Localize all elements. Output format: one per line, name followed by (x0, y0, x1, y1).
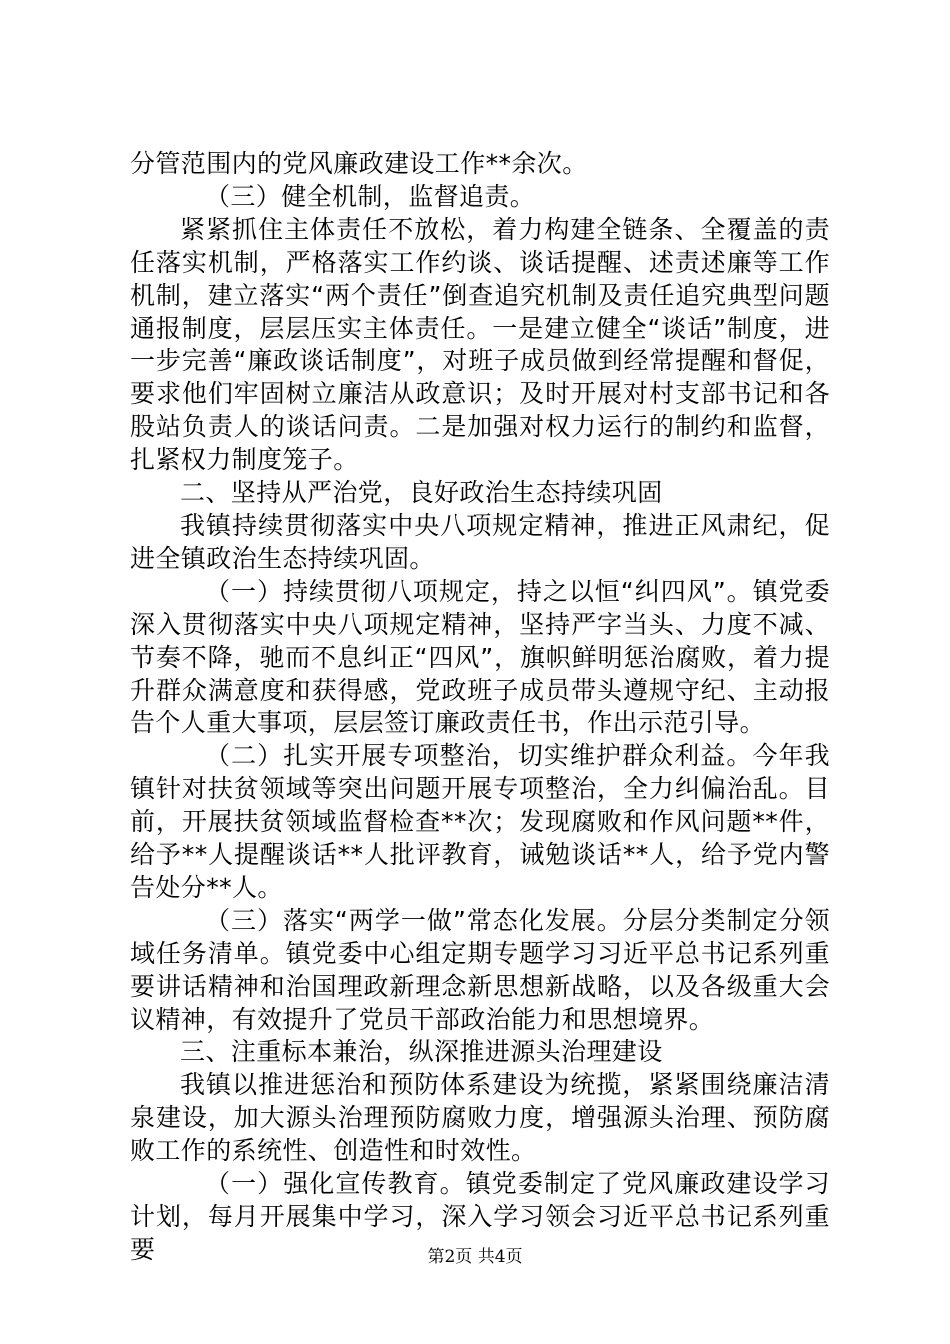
page-footer (0, 1246, 950, 1268)
section-heading: 三、注重标本兼治，纵深推进源头治理建设 (180, 1037, 663, 1067)
paragraph: 紧紧抓住主体责任不放松，着力构建全链条、全覆盖的责任落实机制，严格落实工作约谈、谈话提醒、述责述廉等工作机制，建立落实“两个责任”倒查追究机制及责任追究典型问题通报制度，层层压实主体责任。一是建立健全“谈话”制度，进一步完善“廉政谈话制度”，对班子成员做到经常提醒和督促，要求他们牢固树立廉洁从政意识；及时开展对村支部书记和各股站负责人的谈话问责。二是加强对权力运行的制约和监督，扎紧权力制度笼子。 (130, 214, 830, 475)
paragraph: （一）强化宣传教育。镇党委制定了党风廉政建设学习计划，每月开展集中学习，深入学习领会习近平总书记系列重要 (130, 1169, 830, 1264)
paragraph: （三）落实“两学一做”常态化发展。分层分类制定分领域任务清单。镇党委中心组定期专题学习习近平总书记系列重要讲话精神和治国理政新理念新思想新战略，以及各级重大会议精神，有效提升了党员干部政治能力和思想境界。 (130, 905, 830, 1034)
paragraph: （二）扎实开展专项整治，切实维护群众利益。今年我镇针对扶贫领域等突出问题开展专项整治，全力纠偏治乱。目前，开展扶贫领域监督检查**次；发现腐败和作风问题**件，给予**人提醒谈话**人批评教育，诫勉谈话**人，给予党内警告处分**人。 (130, 741, 830, 902)
section-heading: （三）健全机制，监督追责。 (205, 181, 536, 211)
paragraph: 我镇持续贯彻落实中央八项规定精神，推进正风肃纪，促进全镇政治生态持续巩固。 (130, 510, 830, 573)
paragraph: （一）持续贯彻八项规定，持之以恒“纠四风”。镇党委深入贯彻落实中央八项规定精神，坚持严字当头、力度不减、节奏不降，驰而不息纠正“四风”，旗帜鲜明惩治腐败，着力提升群众满意度和获得感，党政班子成员带头遵规守纪、主动报告个人重大事项，层层签订廉政责任书，作出示范引导。 (130, 576, 830, 738)
paragraph: 我镇以推进惩治和预防体系建设为统揽，紧紧围绕廉洁清泉建设，加大源头治理预防腐败力度，增强源头治理、预防腐败工作的系统性、创造性和时效性。 (130, 1070, 830, 1166)
paragraph: 分管范围内的党风廉政建设工作**余次。 (130, 149, 588, 178)
page-number-label: 第2页 共4页 (427, 1247, 523, 1267)
document-body (130, 148, 830, 1267)
section-heading: 二、坚持从严治党，良好政治生态持续巩固 (180, 478, 663, 508)
